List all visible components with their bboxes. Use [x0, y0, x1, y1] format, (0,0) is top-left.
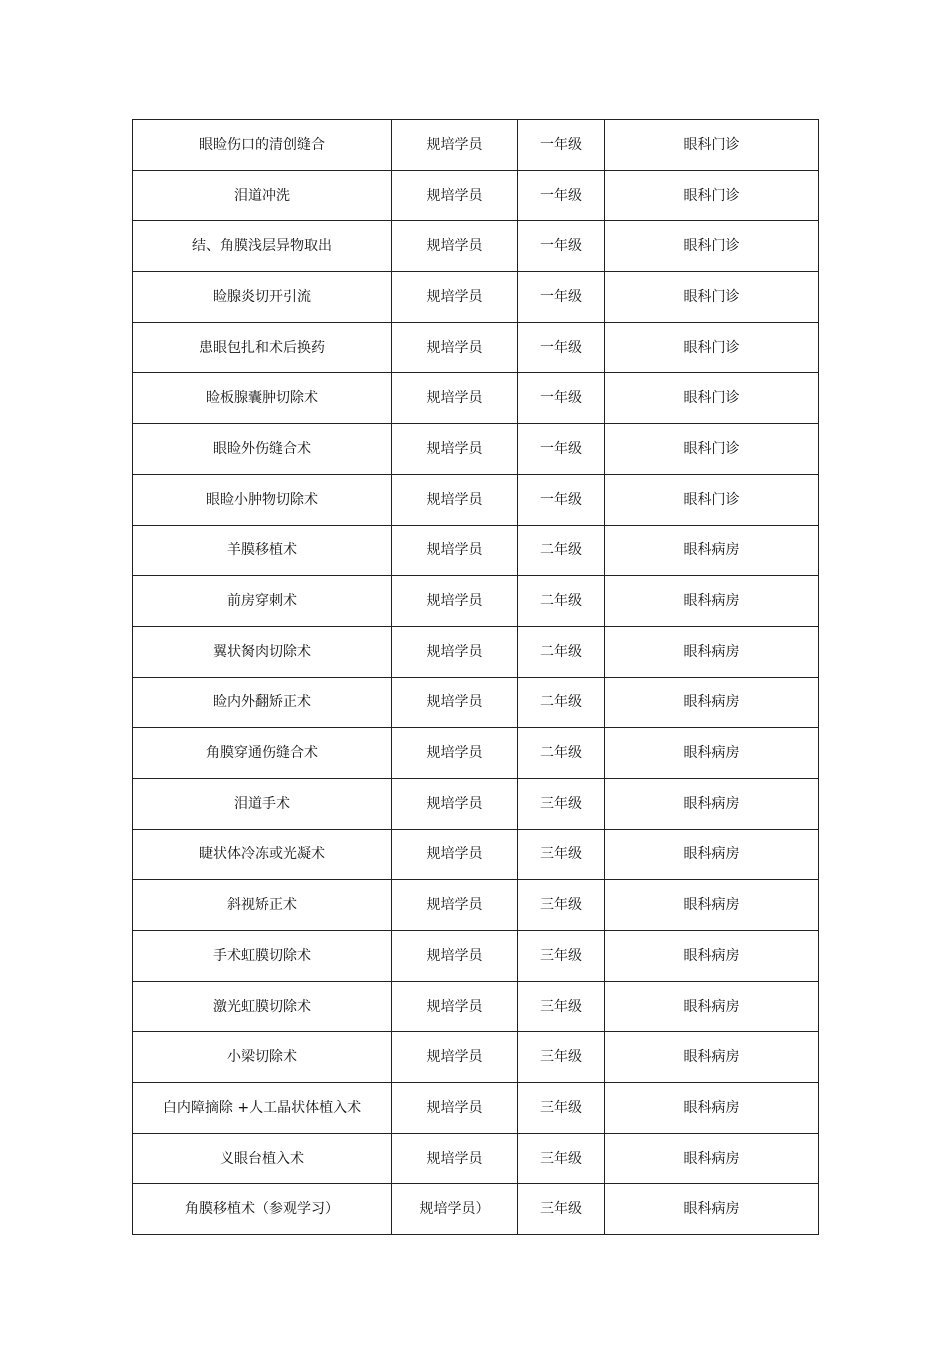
- trainee-cell: 规培学员: [392, 981, 518, 1032]
- department-cell: 眼科门诊: [605, 373, 819, 424]
- grade-cell: 一年级: [518, 474, 605, 525]
- trainee-cell: 规培学员: [392, 373, 518, 424]
- procedure-cell: 手术虹膜切除术: [133, 931, 392, 982]
- trainee-cell: 规培学员: [392, 1032, 518, 1083]
- table-row: [133, 677, 819, 728]
- procedure-cell: 眼睑外伤缝合术: [133, 424, 392, 475]
- grade-cell: 一年级: [518, 221, 605, 272]
- grade-cell: 一年级: [518, 170, 605, 221]
- procedure-cell: 角膜移植术（参观学习）: [133, 1184, 392, 1235]
- grade-cell: 三年级: [518, 1032, 605, 1083]
- grade-cell: 一年级: [518, 373, 605, 424]
- table-row: [133, 424, 819, 475]
- department-cell: 眼科病房: [605, 829, 819, 880]
- department-cell: 眼科门诊: [605, 120, 819, 171]
- trainee-cell: 规培学员: [392, 525, 518, 576]
- procedure-table-body: [133, 120, 819, 1235]
- procedure-cell: 前房穿刺术: [133, 576, 392, 627]
- procedure-cell: 泪道冲洗: [133, 170, 392, 221]
- procedure-cell: 义眼台植入术: [133, 1133, 392, 1184]
- procedure-cell: 睑腺炎切开引流: [133, 272, 392, 323]
- procedure-cell: 斜视矫正术: [133, 880, 392, 931]
- trainee-cell: 规培学员: [392, 728, 518, 779]
- department-cell: 眼科门诊: [605, 322, 819, 373]
- grade-cell: 三年级: [518, 1083, 605, 1134]
- grade-cell: 三年级: [518, 1184, 605, 1235]
- table-row: [133, 1083, 819, 1134]
- department-cell: 眼科门诊: [605, 272, 819, 323]
- grade-cell: 三年级: [518, 981, 605, 1032]
- department-cell: 眼科病房: [605, 1133, 819, 1184]
- table-row: [133, 120, 819, 171]
- grade-cell: 三年级: [518, 880, 605, 931]
- trainee-cell: 规培学员）: [392, 1184, 518, 1235]
- procedure-cell: 羊膜移植术: [133, 525, 392, 576]
- grade-cell: 二年级: [518, 525, 605, 576]
- procedure-cell: 角膜穿通伤缝合术: [133, 728, 392, 779]
- department-cell: 眼科病房: [605, 1083, 819, 1134]
- trainee-cell: 规培学员: [392, 931, 518, 982]
- grade-cell: 三年级: [518, 931, 605, 982]
- table-row: [133, 221, 819, 272]
- trainee-cell: 规培学员: [392, 221, 518, 272]
- department-cell: 眼科病房: [605, 931, 819, 982]
- table-row: [133, 728, 819, 779]
- procedure-cell: 睑内外翻矫正术: [133, 677, 392, 728]
- department-cell: 眼科病房: [605, 576, 819, 627]
- department-cell: 眼科门诊: [605, 221, 819, 272]
- table-row: [133, 1184, 819, 1235]
- table-row: [133, 1133, 819, 1184]
- grade-cell: 二年级: [518, 677, 605, 728]
- procedure-cell: 小梁切除术: [133, 1032, 392, 1083]
- department-cell: 眼科病房: [605, 1184, 819, 1235]
- department-cell: 眼科病房: [605, 728, 819, 779]
- trainee-cell: 规培学员: [392, 170, 518, 221]
- table-row: [133, 931, 819, 982]
- procedure-cell: 睫状体冷冻或光凝术: [133, 829, 392, 880]
- table-row: [133, 576, 819, 627]
- trainee-cell: 规培学员: [392, 474, 518, 525]
- trainee-cell: 规培学员: [392, 1133, 518, 1184]
- table-row: [133, 170, 819, 221]
- department-cell: 眼科病房: [605, 677, 819, 728]
- table-row: [133, 373, 819, 424]
- grade-cell: 一年级: [518, 272, 605, 323]
- trainee-cell: 规培学员: [392, 1083, 518, 1134]
- procedure-cell: 白内障摘除 +人工晶状体植入术: [133, 1083, 392, 1134]
- procedure-cell: 结、角膜浅层异物取出: [133, 221, 392, 272]
- procedure-cell: 泪道手术: [133, 778, 392, 829]
- department-cell: 眼科病房: [605, 778, 819, 829]
- trainee-cell: 规培学员: [392, 322, 518, 373]
- trainee-cell: 规培学员: [392, 272, 518, 323]
- table-row: [133, 880, 819, 931]
- department-cell: 眼科病房: [605, 626, 819, 677]
- table-row: [133, 1032, 819, 1083]
- trainee-cell: 规培学员: [392, 880, 518, 931]
- procedure-cell: 患眼包扎和术后换药: [133, 322, 392, 373]
- department-cell: 眼科门诊: [605, 424, 819, 475]
- grade-cell: 三年级: [518, 778, 605, 829]
- procedure-cell: 眼睑小肿物切除术: [133, 474, 392, 525]
- grade-cell: 二年级: [518, 576, 605, 627]
- grade-cell: 三年级: [518, 1133, 605, 1184]
- table-row: [133, 626, 819, 677]
- department-cell: 眼科门诊: [605, 474, 819, 525]
- trainee-cell: 规培学员: [392, 576, 518, 627]
- table-row: [133, 272, 819, 323]
- trainee-cell: 规培学员: [392, 120, 518, 171]
- trainee-cell: 规培学员: [392, 424, 518, 475]
- department-cell: 眼科病房: [605, 1032, 819, 1083]
- trainee-cell: 规培学员: [392, 829, 518, 880]
- grade-cell: 二年级: [518, 626, 605, 677]
- table-row: [133, 322, 819, 373]
- table-row: [133, 981, 819, 1032]
- grade-cell: 二年级: [518, 728, 605, 779]
- procedure-cell: 激光虹膜切除术: [133, 981, 392, 1032]
- procedure-table: [132, 119, 819, 1235]
- grade-cell: 三年级: [518, 829, 605, 880]
- procedure-cell: 翼状胬肉切除术: [133, 626, 392, 677]
- trainee-cell: 规培学员: [392, 778, 518, 829]
- department-cell: 眼科门诊: [605, 170, 819, 221]
- table-row: [133, 525, 819, 576]
- department-cell: 眼科病房: [605, 981, 819, 1032]
- table-row: [133, 474, 819, 525]
- procedure-cell: 睑板腺囊肿切除术: [133, 373, 392, 424]
- table-row: [133, 778, 819, 829]
- grade-cell: 一年级: [518, 424, 605, 475]
- grade-cell: 一年级: [518, 322, 605, 373]
- trainee-cell: 规培学员: [392, 677, 518, 728]
- trainee-cell: 规培学员: [392, 626, 518, 677]
- department-cell: 眼科病房: [605, 880, 819, 931]
- grade-cell: 一年级: [518, 120, 605, 171]
- department-cell: 眼科病房: [605, 525, 819, 576]
- table-row: [133, 829, 819, 880]
- procedure-cell: 眼睑伤口的清创缝合: [133, 120, 392, 171]
